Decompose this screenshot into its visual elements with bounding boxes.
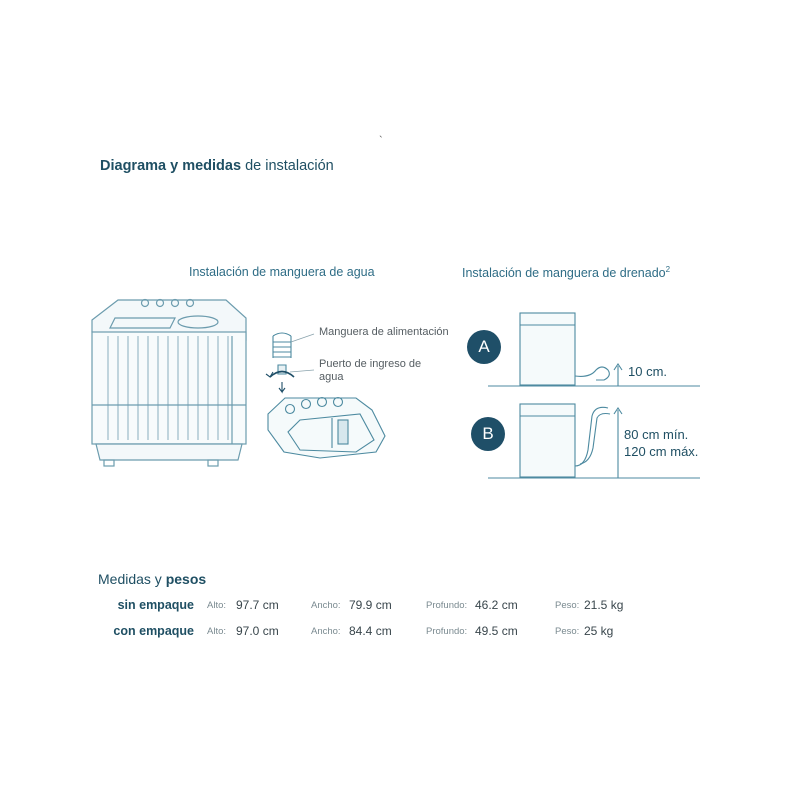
width-value: 79.9 cm bbox=[349, 598, 392, 612]
twin-tub-washer-illustration bbox=[92, 300, 246, 467]
option-b-badge: B bbox=[471, 417, 505, 451]
inlet-hose-detail bbox=[266, 333, 385, 458]
width-key: Ancho: bbox=[311, 626, 341, 637]
height-key: Alto: bbox=[207, 600, 227, 611]
row-label: sin empaque bbox=[117, 598, 194, 612]
weight-value: 21.5 kg bbox=[584, 598, 624, 612]
water-hose-heading: Instalación de manguera de agua bbox=[189, 265, 375, 279]
page-title: Diagrama y medidas de instalación bbox=[100, 158, 334, 174]
height-value: 97.7 cm bbox=[236, 598, 279, 612]
hose-callout: Manguera de alimentación bbox=[319, 326, 449, 338]
port-callout-line1: Puerto de ingreso de bbox=[319, 358, 422, 370]
port-callout-line2: agua bbox=[319, 371, 344, 383]
height-key: Alto: bbox=[207, 626, 227, 637]
row-label: con empaque bbox=[113, 624, 194, 638]
option-a-badge: A bbox=[467, 330, 501, 364]
width-value: 84.4 cm bbox=[349, 624, 392, 638]
depth-value: 49.5 cm bbox=[475, 624, 518, 638]
option-b-max-height: 120 cm máx. bbox=[624, 444, 699, 459]
weight-key: Peso: bbox=[555, 626, 580, 637]
weight-key: Peso: bbox=[555, 600, 580, 611]
drain-hose-heading: Instalación de manguera de drenado$^2$ bbox=[462, 265, 671, 281]
depth-key: Profundo: bbox=[426, 626, 468, 637]
depth-value: 46.2 cm bbox=[475, 598, 518, 612]
depth-key: Profundo: bbox=[426, 600, 468, 611]
weight-value: 25 kg bbox=[584, 624, 614, 638]
option-a-height: 10 cm. bbox=[628, 364, 668, 379]
measures-title: Medidas y pesos bbox=[98, 571, 207, 587]
stray-tick: ` bbox=[379, 135, 383, 147]
drain-option-a-illustration bbox=[488, 313, 700, 386]
option-b-min-height: 80 cm mín. bbox=[624, 427, 689, 442]
height-value: 97.0 cm bbox=[236, 624, 279, 638]
width-key: Ancho: bbox=[311, 600, 341, 611]
